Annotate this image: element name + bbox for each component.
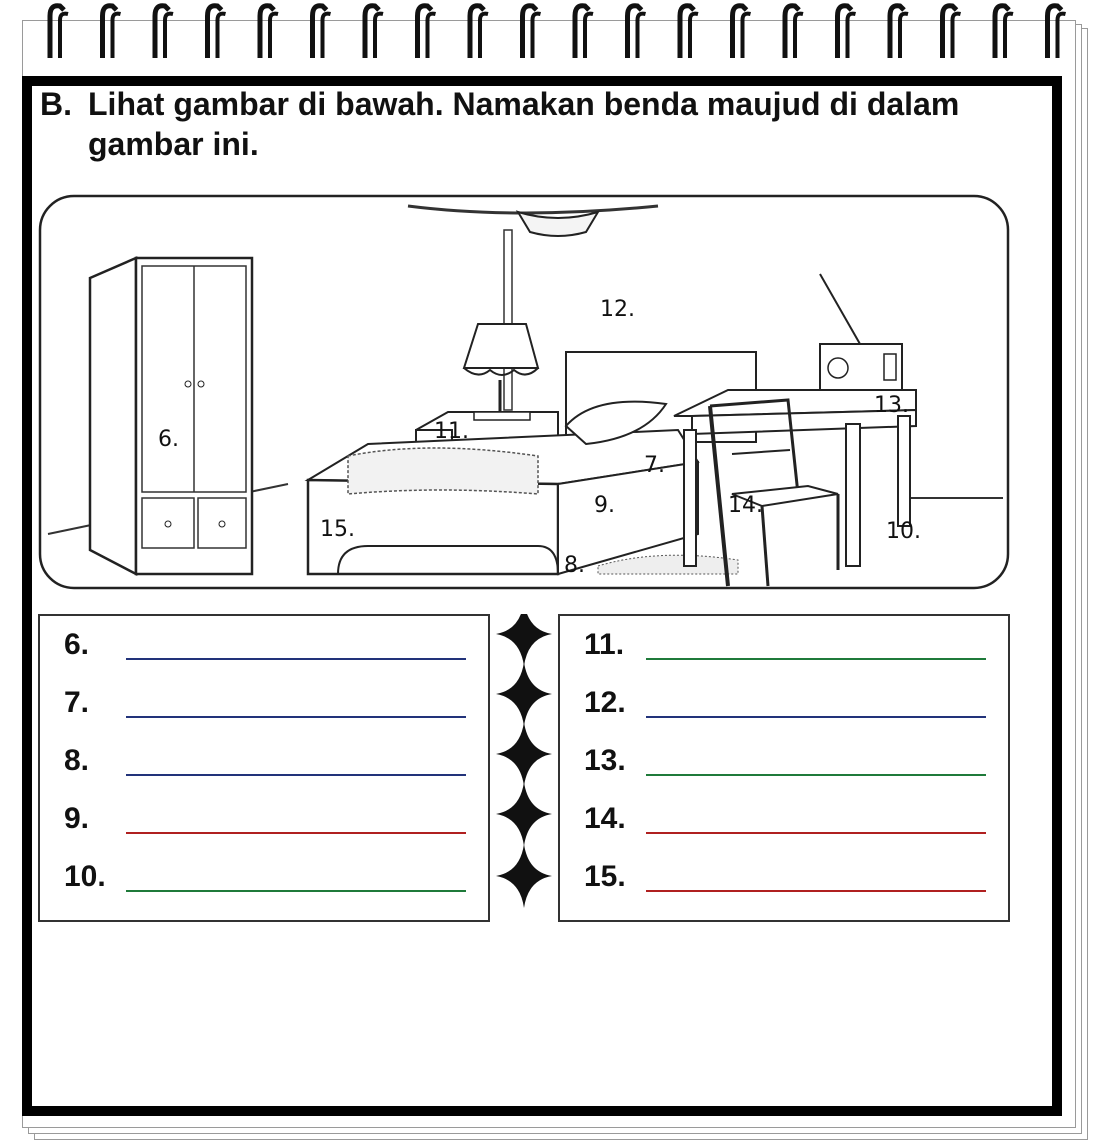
diamond-ornament — [496, 614, 552, 666]
binding-ring — [260, 6, 278, 58]
binding-ring — [995, 6, 1013, 58]
binding-ring — [470, 6, 488, 58]
answer-number: 9. — [64, 802, 90, 835]
diamond-ornaments — [490, 614, 558, 944]
spiral-binding — [0, 0, 1094, 70]
binding-ring — [785, 6, 803, 58]
binding-ring — [628, 6, 646, 58]
binding-ring — [680, 6, 698, 58]
scene-number-label: 7. — [644, 453, 665, 478]
answer-row — [40, 858, 488, 898]
section-letter: B. — [40, 86, 72, 122]
diamond-ornament — [496, 662, 552, 726]
answer-row — [40, 626, 488, 666]
binding-ring — [313, 6, 331, 58]
answer-number: 12. — [584, 686, 626, 719]
binding-ring — [943, 6, 961, 58]
instruction-text: Lihat gambar di bawah. Namakan benda maujud di dalam gambar ini. — [88, 86, 960, 162]
answer-line[interactable] — [126, 832, 466, 834]
scene-number-label: 11. — [434, 419, 469, 444]
answer-box-left — [38, 614, 490, 922]
binding-ring — [890, 6, 908, 58]
answer-number: 8. — [64, 744, 90, 777]
answer-number: 10. — [64, 860, 106, 893]
diamond-ornament — [496, 844, 552, 908]
answer-number: 11. — [584, 628, 625, 661]
binding-ring — [733, 6, 751, 58]
scene-number-label: 10. — [886, 519, 921, 544]
binding-ring — [208, 6, 226, 58]
answer-line[interactable] — [126, 774, 466, 776]
answer-number: 14. — [584, 802, 626, 835]
answer-number: 6. — [64, 628, 90, 661]
binding-ring — [50, 6, 68, 58]
scene-number-label: 12. — [600, 297, 635, 322]
binding-ring — [418, 6, 436, 58]
wardrobe-illustration — [90, 258, 252, 574]
answer-row — [40, 800, 488, 840]
binding-ring — [1048, 6, 1066, 58]
answer-row — [560, 742, 1008, 782]
answer-row — [560, 800, 1008, 840]
answer-line[interactable] — [646, 658, 986, 660]
answer-number: 15. — [584, 860, 626, 893]
scene-number-label: 8. — [564, 553, 585, 578]
answer-line[interactable] — [646, 716, 986, 718]
binding-ring — [838, 6, 856, 58]
answer-line[interactable] — [126, 716, 466, 718]
diamond-ornament — [496, 782, 552, 846]
binding-ring — [103, 6, 121, 58]
answer-line[interactable] — [126, 890, 466, 892]
bedroom-illustration — [38, 194, 1010, 590]
answer-row — [560, 858, 1008, 898]
binding-ring — [575, 6, 593, 58]
answer-line[interactable] — [646, 774, 986, 776]
answer-number: 13. — [584, 744, 626, 777]
answer-number: 7. — [64, 686, 90, 719]
instruction-heading — [40, 84, 1020, 164]
scene-number-label: 9. — [594, 493, 615, 518]
answer-line[interactable] — [646, 890, 986, 892]
scene-number-label: 14. — [728, 493, 763, 518]
scene-number-label: 6. — [158, 427, 179, 452]
answer-line[interactable] — [126, 658, 466, 660]
diamond-ornament — [496, 722, 552, 786]
answer-row — [560, 626, 1008, 666]
binding-ring — [523, 6, 541, 58]
binding-ring — [155, 6, 173, 58]
scene-number-label: 13. — [874, 393, 909, 418]
binding-ring — [365, 6, 383, 58]
answer-box-right — [558, 614, 1010, 922]
answer-row — [560, 684, 1008, 724]
answer-row — [40, 742, 488, 782]
answer-line[interactable] — [646, 832, 986, 834]
answer-row — [40, 684, 488, 724]
scene-number-label: 15. — [320, 517, 355, 542]
